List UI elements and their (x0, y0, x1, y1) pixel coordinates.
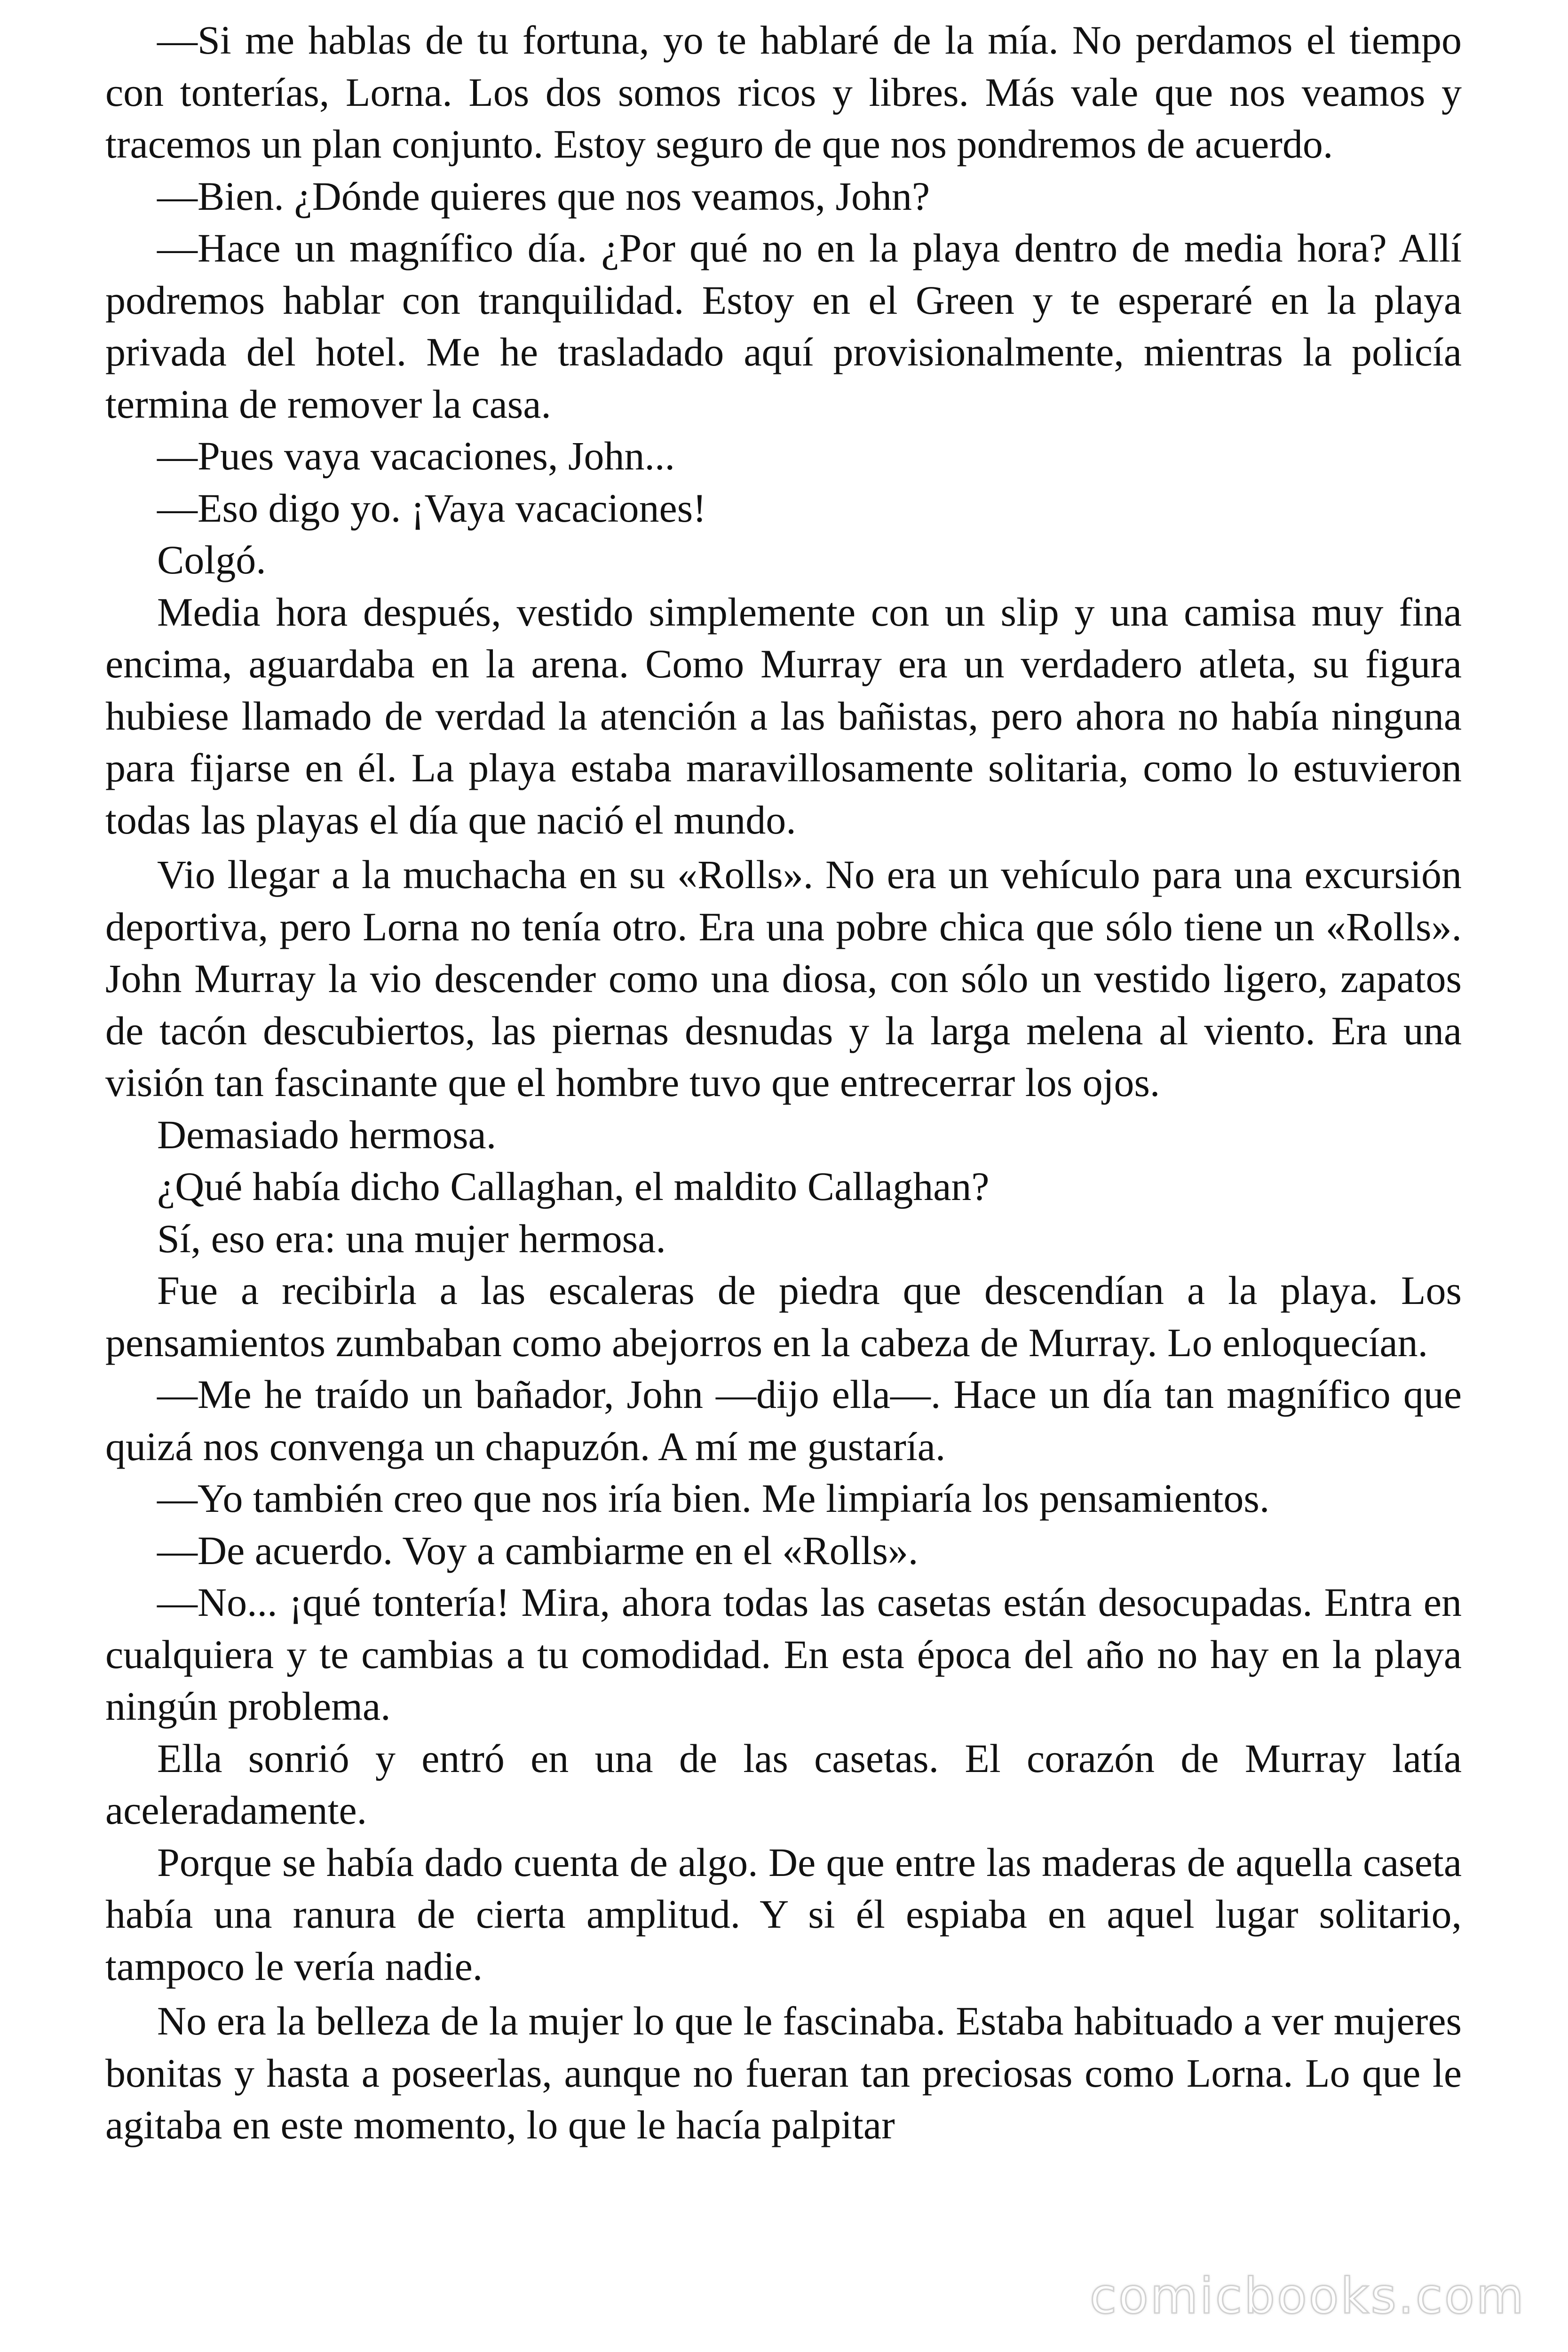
paragraph: Porque se había dado cuenta de algo. De que entre las maderas de aquella caseta había una ranura de cierta amplitud. Y si él espiaba en aquel lugar solitario, tampoco le vería nadie. (105, 1839, 1462, 1989)
paragraph: —Me he traído un bañador, John —dijo ella—. Hace un día tan magnífico que quizá nos convenga un chapuzón. A mí me gustaría. (105, 1372, 1462, 1469)
paragraph: —De acuerdo. Voy a cambiarme en el «Rolls». (157, 1527, 919, 1573)
paragraph: —Bien. ¿Dónde quieres que nos veamos, John? (157, 173, 930, 219)
paragraph: —Si me hablas de tu fortuna, yo te hablaré de la mía. No perdamos el tiempo con tonterías, Lorna. Los dos somos ricos y libres. Más vale que nos veamos y tracemos un plan conjunto. Estoy seguro de que nos pondremos de acuerdo. (105, 17, 1462, 167)
page-text (105, 14, 1462, 2151)
paragraph: —Eso digo yo. ¡Vaya vacaciones! (157, 485, 706, 531)
paragraph: Fue a recibirla a las escaleras de piedra que descendían a la playa. Los pensamientos zumbaban como abejorros en la cabeza de Murray. Lo enloquecían. (105, 1268, 1462, 1365)
paragraph: Sí, eso era: una mujer hermosa. (157, 1216, 666, 1261)
paragraph: —Pues vaya vacaciones, John... (157, 433, 675, 478)
paragraph: —Yo también creo que nos iría bien. Me limpiaría los pensamientos. (157, 1476, 1270, 1521)
paragraph: —Hace un magnífico día. ¿Por qué no en la playa dentro de media hora? Allí podremos hablar con tranquilidad. Estoy en el Green y te esperaré en la playa privada del hotel. Me he trasladado aquí provisionalmente, mientras la policía termina de remover la casa. (105, 225, 1462, 427)
paragraph: No era la belleza de la mujer lo que le fascinaba. Estaba habituado a ver mujeres bonitas y hasta a poseerlas, aunque no fueran tan preciosas como Lorna. Lo que le agitaba en este momento, lo que le hacía palpitar (105, 1998, 1462, 2147)
paragraph: Demasiado hermosa. (157, 1112, 497, 1157)
paragraph: Media hora después, vestido simplemente con un slip y una camisa muy fina encima, aguardaba en la arena. Como Murray era un verdadero atleta, su figura hubiese llamado de verdad la atención a las bañistas, pero ahora no había ninguna para fijarse en él. La playa estaba maravillosamente solitaria, como lo estuvieron todas las playas el día que nació el mundo. (105, 589, 1462, 842)
paragraph: —No... ¡qué tontería! Mira, ahora todas las casetas están desocupadas. Entra en cualquiera y te cambias a tu comodidad. En esta época del año no hay en la playa ningún problema. (105, 1580, 1462, 1729)
paragraph: Vio llegar a la muchacha en su «Rolls». No era un vehículo para una excursión deportiva, pero Lorna no tenía otro. Era una pobre chica que sólo tiene un «Rolls». John Murray la vio descender como una diosa, con sólo un vestido ligero, zapatos de tacón descubiertos, las piernas desnudas y la larga melena al viento. Era una visión tan fascinante que el hombre tuvo que entrecerrar los ojos. (105, 852, 1462, 1105)
paragraph: Ella sonrió y entró en una de las casetas. El corazón de Murray latía aceleradamente. (105, 1735, 1462, 1833)
watermark: comicbooks.com (1089, 2267, 1526, 2325)
paragraph: ¿Qué había dicho Callaghan, el maldito Callaghan? (157, 1164, 990, 1209)
paragraph: Colgó. (157, 537, 266, 582)
